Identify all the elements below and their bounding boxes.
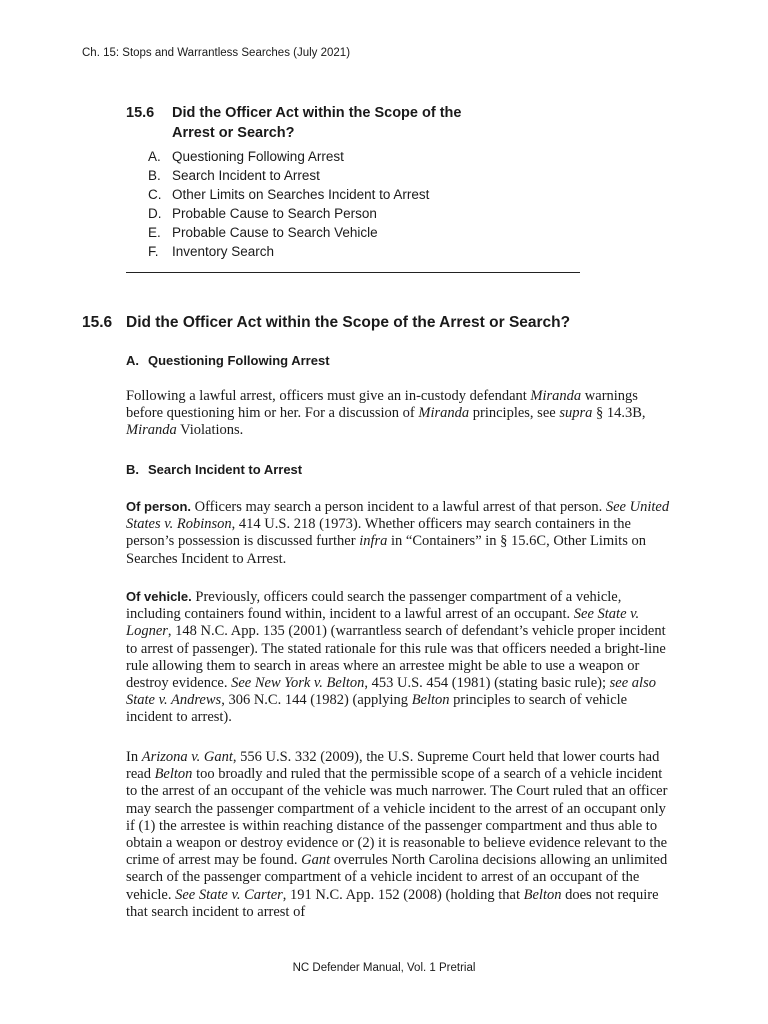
text-run: , 191 N.C. App. 152 (2008) (holding that: [282, 886, 524, 903]
text-run: Violations.: [176, 422, 244, 439]
text-run: § 14.3B,: [592, 405, 646, 422]
toc-item-letter: C.: [148, 187, 162, 202]
toc-item-label: Other Limits on Searches Incident to Arrest: [172, 187, 430, 202]
text-run: principles to search of vehicle incident to arrest).: [126, 692, 628, 726]
text-run: Following a lawful arrest, officers must give an in-custody defendant: [126, 388, 531, 404]
italic-run: See United States v. Robinson: [126, 499, 670, 533]
text-run: In: [126, 749, 142, 765]
toc-item-letter: A.: [148, 149, 161, 164]
text-run: , 556 U.S. 332 (2009), the U.S. Supreme Court held that lower courts had read: [126, 749, 660, 783]
toc-item-letter: D.: [148, 206, 162, 221]
toc-title-line2: Arrest or Search?: [172, 125, 295, 141]
text-run: Officers may search a person incident to a lawful arrest of that person.: [191, 499, 606, 515]
toc-item[interactable]: [126, 242, 586, 261]
italic-run: Belton: [154, 766, 193, 783]
italic-run: See New York v. Belton: [231, 675, 365, 692]
toc-title: [126, 103, 586, 143]
toc-section-number: 15.6: [126, 105, 155, 121]
italic-run: Arizona v. Gant: [141, 749, 233, 765]
text-run: Previously, officers could search the passenger compartment of a vehicle, including containers found within, incident to a lawful arrest of an occupant.: [126, 589, 622, 623]
toc-item-label: Inventory Search: [172, 244, 275, 259]
paragraph-of-person: [126, 498, 674, 568]
toc-item[interactable]: [126, 185, 586, 204]
italic-run: Miranda: [126, 422, 177, 439]
italic-run: Belton: [411, 692, 450, 709]
toc-item[interactable]: [126, 223, 586, 242]
text-run: , 414 U.S. 218 (1973). Whether officers may search containers in the person’s possession is discussed further: [126, 516, 631, 550]
subheading-letter: B.: [126, 462, 139, 477]
section-number: 15.6: [82, 314, 113, 331]
toc-item-label: Probable Cause to Search Person: [172, 206, 377, 221]
lead-in-label: Of person.: [126, 499, 192, 514]
section-title: Did the Officer Act within the Scope of the Arrest or Search?: [126, 314, 571, 331]
toc-item-label: Questioning Following Arrest: [172, 149, 344, 164]
subheading-letter: A.: [126, 353, 139, 368]
italic-run: See State v. Carter: [175, 886, 283, 903]
toc-item[interactable]: [126, 147, 586, 166]
running-header: Ch. 15: Stops and Warrantless Searches (July 2021): [82, 47, 351, 59]
italic-run: supra: [559, 405, 593, 422]
toc-item[interactable]: [126, 166, 586, 185]
section-heading: [82, 314, 570, 332]
paragraph-of-vehicle: [126, 588, 674, 727]
italic-run: see also State v. Andrews: [126, 675, 656, 709]
subheading-title: Questioning Following Arrest: [148, 353, 330, 368]
text-run: too broadly and ruled that the permissible scope of a search of a vehicle incident to the arrest of an occupant of the vehicle was much narrower. The Court ruled that an officer may search the passenger compartment of a vehicle incident to the arrest of an occupant only if (1) the arrestee is within reaching distance of the passenger compartment and thus able to obtain a weapon or destroy evidence or (2) it is reasonable to believe evidence relevant to the crime of arrest may be found.: [126, 766, 668, 869]
toc-item-letter: B.: [148, 168, 161, 183]
italic-run: Miranda: [418, 405, 470, 422]
text-run: does not require that search incident to arrest of: [126, 886, 659, 920]
paragraph-gant: [126, 749, 674, 921]
italic-run: Miranda: [530, 388, 582, 404]
italic-run: infra: [359, 533, 388, 550]
toc-list: [126, 147, 586, 261]
italic-run: See State v. Logner: [126, 606, 640, 640]
toc-item-letter: E.: [148, 225, 161, 240]
lead-in-label: Of vehicle.: [126, 589, 192, 604]
text-run: , 148 N.C. App. 135 (2001) (warrantless search of defendant’s vehicle proper incident to arrest of passenger). The stated rationale for this rule was that officers needed a bright-line rule allowing them to search in areas where an arrestee might be able to use a weapon or destroy evidence.: [126, 623, 666, 692]
toc-item-label: Search Incident to Arrest: [172, 168, 320, 183]
text-run: warnings before questioning him or her. For a discussion of: [126, 388, 638, 422]
text-run: overrules North Carolina decisions allowing an unlimited search of the passenger compartment of a vehicle incident to arrest of an occupant of the vehicle.: [126, 852, 668, 903]
text-run: in “Containers” in § 15.6C, Other Limits on Searches Incident to Arrest.: [126, 533, 646, 567]
page-footer: NC Defender Manual, Vol. 1 Pretrial: [292, 962, 476, 974]
toc-item[interactable]: [126, 204, 586, 223]
toc-item-letter: F.: [148, 244, 159, 259]
italic-run: Belton: [523, 886, 562, 903]
toc-title-line1: Did the Officer Act within the Scope of the: [172, 105, 462, 121]
table-of-contents: [126, 103, 586, 261]
paragraph-questioning: [126, 388, 674, 440]
subheading-a: [126, 353, 330, 368]
text-run: principles, see: [469, 405, 560, 422]
divider-rule: [126, 272, 580, 273]
italic-run: Gant: [301, 852, 331, 869]
subheading-title: Search Incident to Arrest: [148, 462, 303, 477]
toc-item-label: Probable Cause to Search Vehicle: [172, 225, 378, 240]
subheading-b: [126, 462, 302, 477]
text-run: , 453 U.S. 454 (1981) (stating basic rule);: [364, 675, 610, 692]
text-run: , 306 N.C. 144 (1982) (applying: [221, 692, 412, 709]
